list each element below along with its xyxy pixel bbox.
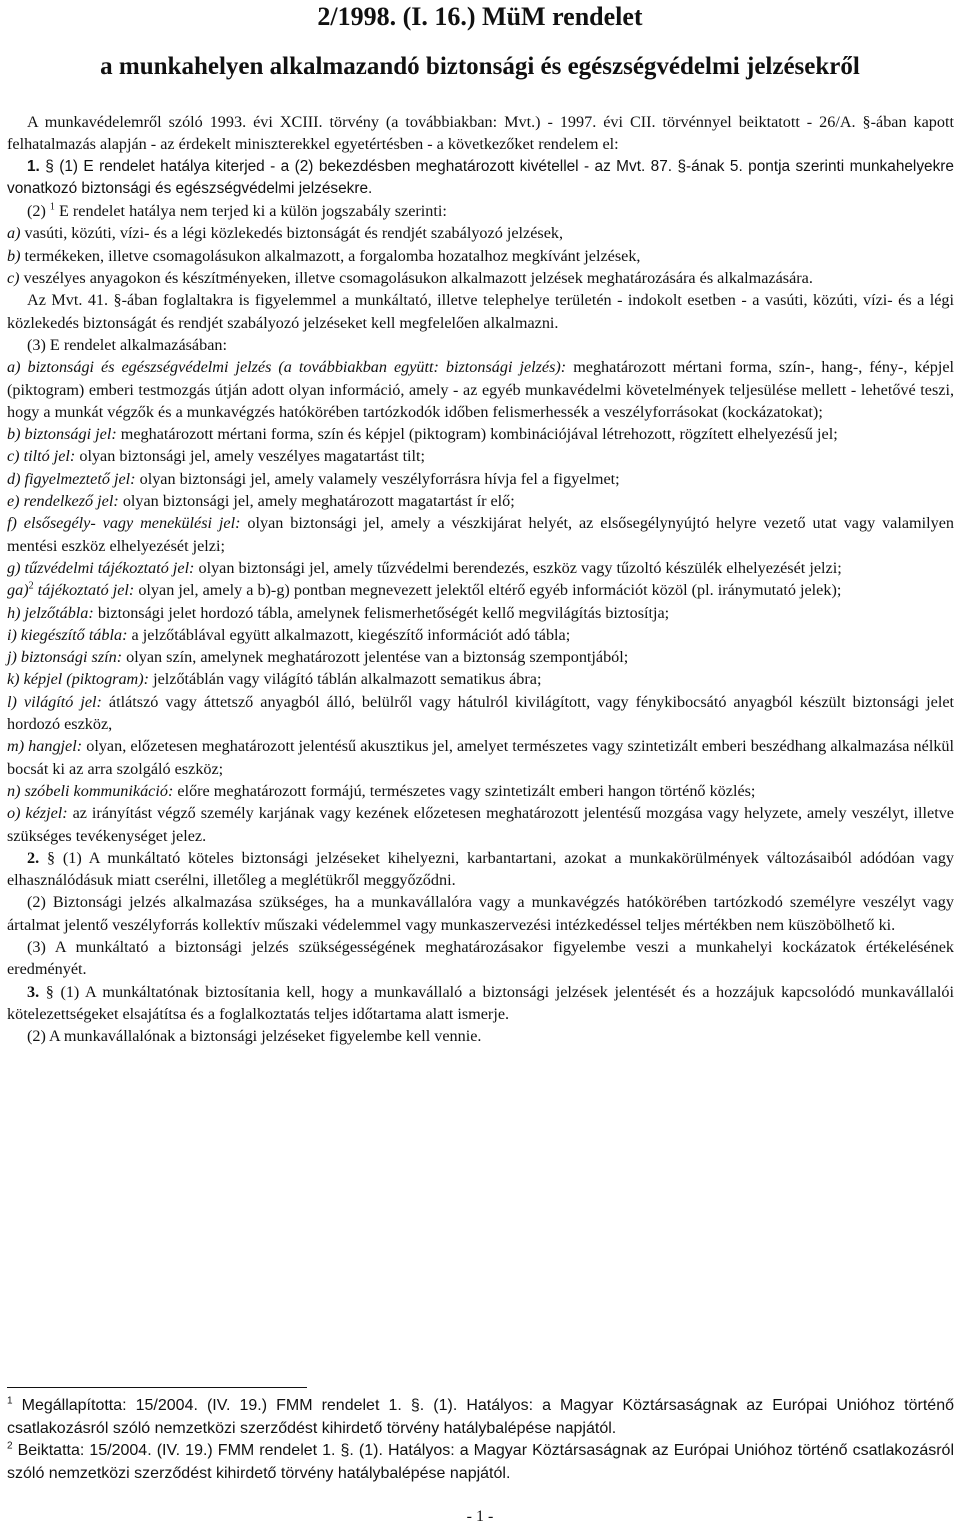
definition-item bbox=[7, 490, 954, 512]
definition-term: l) világító jel: bbox=[7, 692, 102, 711]
definitions-list-1 bbox=[7, 356, 954, 847]
definition-text: meghatározott mértani forma, szín-, hang-, fény-, képjel (piktogram) emberi testmozgás útján adott olyan információ, amely - az egyéb munkavédelmi követelmények teljesülése mellett - lehetővé teszi, hogy a munkát végzők és a munkavégzés hatókörében tartózkodók időben felismerhessék a veszélyforrásokat (kockázatokat); bbox=[7, 358, 955, 421]
definition-text: a jelzőtáblával együtt alkalmazott, kiegészítő információt adó tábla; bbox=[127, 625, 571, 644]
section-1-paragraph-2 bbox=[7, 200, 954, 222]
definition-term: b) biztonsági jel: bbox=[7, 425, 117, 444]
section-2-paragraph-1 bbox=[7, 847, 954, 892]
definition-item bbox=[7, 468, 954, 490]
page-number: - 1 - bbox=[466, 1508, 494, 1525]
definition-term: tájékoztató jel: bbox=[33, 581, 135, 600]
definition-text: átlátszó vagy áttetsző anyagból álló, belülről vagy hátulról kivilágított, vagy fénykibocsátó anyagból készült biztonsági jelet hordozó eszköz, bbox=[7, 692, 955, 734]
exclusion-a-label: a) bbox=[7, 224, 21, 243]
definition-text: olyan jel, amely a b)-g) pontban megnevezett jelektől eltérő egyéb információt közöl (pl. iránymutató jelek); bbox=[134, 581, 842, 600]
footnotes bbox=[7, 1395, 954, 1485]
definition-text: olyan biztonsági jel, amely valamely veszélyforrásra hívja fel a figyelmet; bbox=[135, 469, 620, 488]
section-2-p1-text: § (1) A munkáltató köteles biztonsági jelzéseket kihelyezni, karbantartani, azokat a munkakörülmények változásaiból adódóan vagy elhasználódásuk miatt cserélni, illetőleg a meglétükről meggyőződni. bbox=[7, 848, 955, 890]
footnote-ref-1: 1 bbox=[49, 201, 55, 213]
section-3-number: 3. bbox=[27, 982, 40, 1001]
exclusion-a bbox=[7, 222, 954, 244]
footnote-ref-2: 2 bbox=[28, 580, 34, 592]
footnote-1 bbox=[7, 1395, 954, 1440]
definition-text: olyan szín, amelynek meghatározott jelentése van a biztonság szempontjából; bbox=[122, 648, 629, 667]
definition-term: i) kiegészítő tábla: bbox=[7, 625, 128, 644]
section-2-paragraph-3: (3) A munkáltató a biztonsági jelzés szükségességének meghatározásakor figyelembe veszi a munkahelyi kockázatok értékelésének eredményét. bbox=[7, 937, 954, 979]
exclusion-c-text: veszélyes anyagokon és készítményeken, illetve csomagolásukon alkalmazott jelzések meghatározására és alkalmazására. bbox=[19, 269, 813, 288]
section-3-paragraph-2: (2) A munkavállalónak a biztonsági jelzéseket figyelembe kell vennie. bbox=[27, 1027, 482, 1046]
exclusion-a-text: vasúti, közúti, vízi- és a légi közlekedés biztonságát és rendjét szabályozó jelzések, bbox=[20, 224, 564, 243]
definition-term: k) képjel (piktogram): bbox=[7, 670, 150, 689]
exclusion-b bbox=[7, 245, 954, 267]
definition-text: jelzőtáblán vagy világító táblán alkalmazott sematikus ábra; bbox=[149, 670, 542, 689]
section-2-paragraph-2: (2) Biztonsági jelzés alkalmazása szükséges, ha a munkavállalóra vagy a munkavégzés hatókörében tartózkodó személyre veszélyt vagy ártalmat jelentő veszélyforrás kollektív műszaki védelemmel vagy munkaszervezési intézkedéssel teljes mértékben nem küszöbölhető ki. bbox=[7, 893, 954, 934]
section-1-number: 1. bbox=[27, 157, 40, 175]
definition-item-ga bbox=[7, 579, 954, 601]
definition-item bbox=[7, 356, 954, 423]
mvt-41-paragraph: Az Mvt. 41. §-ában foglaltakra is figyelemmel a munkáltató, illetve telephelye területén - indokolt esetben - a vasúti, közúti, vízi- és a légi közlekedés biztonságát és rendjét szabályozó jelzéseket kell megfelelően alkalmazni. bbox=[7, 291, 954, 332]
document-subtitle: a munkahelyen alkalmazandó biztonsági és egészségvédelmi jelzésekről bbox=[100, 53, 860, 80]
document-title: 2/1998. (I. 16.) MüM rendelet bbox=[317, 2, 643, 31]
definition-term: o) kézjel: bbox=[7, 804, 68, 823]
definition-term: c) tiltó jel: bbox=[7, 447, 76, 466]
definition-term: j) biztonsági szín: bbox=[7, 648, 123, 667]
document-body bbox=[7, 111, 954, 1047]
definition-text: az irányítást végző személy karjának vagy kezének előzetesen meghatározott jelentésű mozgása vagy helyzete, amely veszélyt, illetve szükséges tevékenységet jelez. bbox=[7, 804, 954, 845]
definition-term: a) biztonsági és egészségvédelmi jelzés (a továbbiakban együtt: biztonsági jelzés): bbox=[7, 358, 567, 377]
definition-text: olyan biztonsági jel, amely veszélyes magatartást tilt; bbox=[75, 447, 426, 466]
exclusion-c-label: c) bbox=[7, 269, 20, 288]
definition-term: e) rendelkező jel: bbox=[7, 492, 119, 511]
definition-text: olyan biztonsági jel, amely tűzvédelmi berendezés, eszköz vagy tűzoltó készülék elhelyezését jelzi; bbox=[194, 558, 842, 577]
definition-text: előre meghatározott formájú, természetes vagy szintetizált emberi hangon történő közlés; bbox=[173, 781, 756, 800]
definition-term: g) tűzvédelmi tájékoztató jel: bbox=[7, 558, 195, 577]
definition-item bbox=[7, 735, 954, 780]
footnote-number: 1 bbox=[7, 1395, 13, 1407]
definition-text: olyan biztonsági jel, amely a vészkijárat helyét, az elsősegélynyújtó helyre vezető utat vagy valamilyen mentési eszköz elhelyezését jelzi; bbox=[7, 514, 954, 555]
definition-text: meghatározott mértani forma, szín és képjel (piktogram) kombinációjával létrehozott, rögzített elhelyezésű jel; bbox=[116, 425, 838, 444]
definition-item bbox=[7, 512, 954, 557]
section-1-p1-text: § (1) E rendelet hatálya kiterjed - a (2) bekezdésben meghatározott kivétellel - az Mvt. 87. §-ának 5. pontja szerinti munkahelyekre vonatkozó biztonsági és egészségvédelmi jelzésekre. bbox=[7, 157, 954, 197]
definition-term: n) szóbeli kommunikáció: bbox=[7, 781, 174, 800]
footnote-number: 2 bbox=[7, 1440, 13, 1452]
definition-item bbox=[7, 691, 954, 736]
definition-item bbox=[7, 602, 954, 624]
definition-term: d) figyelmeztető jel: bbox=[7, 469, 136, 488]
exclusion-b-label: b) bbox=[7, 246, 21, 265]
section-1-paragraph-3: (3) E rendelet alkalmazásában: bbox=[27, 335, 227, 354]
definition-item bbox=[7, 780, 954, 802]
definition-item bbox=[7, 445, 954, 467]
definition-item bbox=[7, 802, 954, 847]
exclusion-c bbox=[7, 267, 954, 289]
exclusion-b-text: termékeken, illetve csomagolásukon alkalmazott, a forgalomba hozatalhoz megkívánt jelzések, bbox=[20, 246, 641, 265]
footnote-divider bbox=[7, 1387, 307, 1388]
definition-text: olyan biztonsági jel, amely meghatározott magatartást ír elő; bbox=[118, 492, 515, 511]
definition-item bbox=[7, 668, 954, 690]
footnote-text: Megállapította: 15/2004. (IV. 19.) FMM rendelet 1. §. (1). Hatályos: a Magyar Köztársaságnak az Európai Unióhoz történő csatlakozásról szóló nemzetközi szerződést kihirdető törvény hatálybalépése napjától. bbox=[7, 1397, 954, 1437]
definition-item bbox=[7, 624, 954, 646]
section-3-paragraph-1 bbox=[7, 981, 954, 1026]
definition-item bbox=[7, 423, 954, 445]
section-3-p1-text: § (1) A munkáltatónak biztosítania kell, hogy a munkavállaló a biztonsági jelzések jelentését és a hozzájuk kapcsolódó munkavállalói kötelezettségeket elsajátítsa és a foglalkoztatás teljes időtartama alatt ismerje. bbox=[7, 982, 954, 1023]
definition-item bbox=[7, 646, 954, 668]
definition-text: biztonsági jelet hordozó tábla, amelynek felismerhetőségét kellő megvilágítás biztosítja; bbox=[93, 603, 670, 622]
footnote-2 bbox=[7, 1440, 954, 1485]
definition-term: m) hangjel: bbox=[7, 737, 83, 756]
p2-text: E rendelet hatálya nem terjed ki a külön jogszabály szerinti: bbox=[54, 202, 447, 221]
p2-prefix: (2) bbox=[27, 202, 46, 221]
definition-term: ga) bbox=[7, 581, 29, 600]
preamble: A munkavédelemről szóló 1993. évi XCIII. törvény (a továbbiakban: Mvt.) - 1997. évi CII. törvénnyel beiktatott - 26/A. §-ában kapott felhatalmazás alapján - az érdekelt miniszterekkel egyetértésben - a következőket rendelem el: bbox=[7, 113, 954, 154]
definition-item bbox=[7, 557, 954, 579]
definition-term: h) jelzőtábla: bbox=[7, 603, 94, 622]
definition-term: f) elsősegély- vagy menekülési jel: bbox=[7, 514, 241, 533]
section-1-paragraph-1 bbox=[7, 156, 954, 201]
definition-text: olyan, előzetesen meghatározott jelentésű akusztikus jel, amelyet természetes vagy szintetizált emberi beszédhang alkalmazása nélkül bocsát ki az arra szolgáló eszköz; bbox=[7, 737, 955, 778]
footnote-text: Beiktatta: 15/2004. (IV. 19.) FMM rendelet 1. §. (1). Hatályos: a Magyar Köztársaságnak az Európai Unióhoz történő csatlakozásról szóló nemzetközi szerződést kihirdető törvény hatálybalépése napjától. bbox=[7, 1442, 954, 1482]
section-2-number: 2. bbox=[27, 848, 40, 867]
